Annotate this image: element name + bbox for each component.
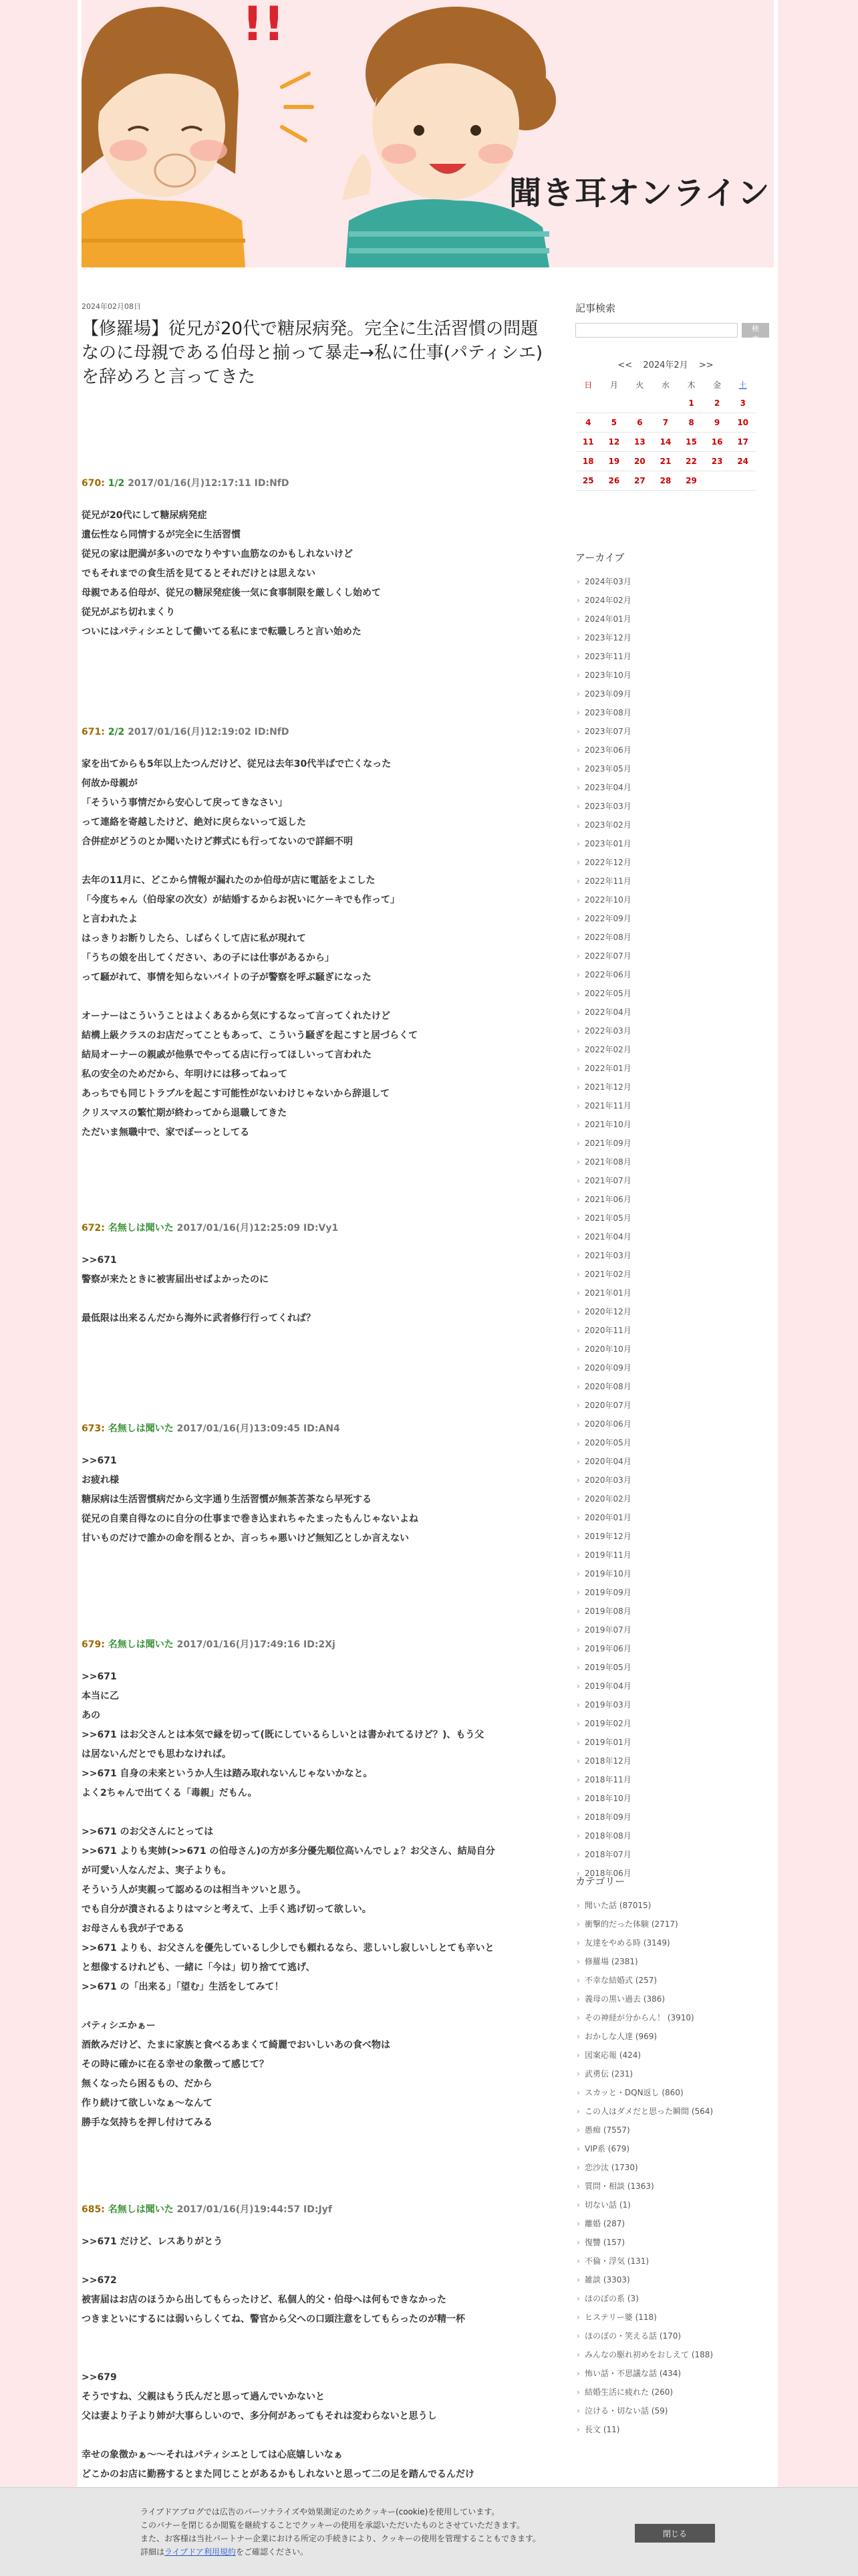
- calendar-day: [730, 471, 756, 491]
- response-line: [82, 1997, 543, 2016]
- calendar-day: [575, 394, 601, 413]
- response-line: [82, 1803, 543, 1823]
- category-link[interactable]: › VIP系 (679): [575, 2139, 769, 2158]
- response-line: 酒飲みだけど、たまに家族と食べるあまくて綺麗でおいしいあの食べ物は: [82, 2040, 390, 2051]
- article: [82, 301, 543, 389]
- response-line: と想像するけれども、一緒に「今は」切り捨てて逃げ、: [82, 1962, 315, 1973]
- archive-link[interactable]: › 2021年03月: [575, 1246, 769, 1265]
- calendar-day: [704, 471, 730, 491]
- calendar-day[interactable]: 14: [653, 433, 679, 452]
- category-link[interactable]: › 質問・相談 (1363): [575, 2177, 769, 2196]
- cookie-banner: [0, 2487, 858, 2576]
- calendar-weekday: 火: [635, 380, 644, 390]
- post-title[interactable]: 【修羅場】従兄が20代で糖尿病発。完全に生活習慣の問題なのに母親である伯母と揃って暴走→私に仕事(パティシエ)を辞めろと言ってきた: [82, 319, 543, 387]
- calendar-day[interactable]: 11: [575, 433, 601, 452]
- category-link[interactable]: › ほのぼの・笑える話 (170): [575, 2327, 769, 2345]
- response-line: あっちでも同じトラブルを起こす可能性がないわけじゃないから辞退して: [82, 1088, 390, 1099]
- response-line: 母親である伯母が、従兄の糖尿発症後一気に食事制限を厳しくし始めて: [82, 588, 381, 598]
- response-meta: 2017/01/16(月)19:44:57 ID:Jyf: [176, 2204, 332, 2215]
- response-line: 無くなったら困るもの、だから: [82, 2079, 212, 2089]
- archive-link[interactable]: › 2018年07月: [575, 1845, 769, 1864]
- response-line: が可愛い人なんだよ、実子よりも。: [82, 1865, 231, 1876]
- archive-link[interactable]: › 2019年06月: [575, 1639, 769, 1658]
- archive-section: [575, 550, 769, 1883]
- archive-link[interactable]: › 2022年03月: [575, 1022, 769, 1040]
- response-name[interactable]: 名無しは聞いた: [108, 1423, 174, 1434]
- calendar-day[interactable]: 5: [601, 413, 627, 433]
- archive-link[interactable]: › 2023年01月: [575, 834, 769, 853]
- response-name[interactable]: 2/2: [108, 727, 125, 737]
- response-meta: 2017/01/16(月)17:49:16 ID:2Xj: [176, 1639, 335, 1650]
- response-line: 家を出てからも5年以上たつんだけど、従兄は去年30代半ばで亡くなった: [82, 759, 392, 770]
- response-name[interactable]: 名無しは聞いた: [108, 1639, 174, 1650]
- response-line: と言われたよ: [82, 914, 138, 925]
- response-header: [82, 2203, 543, 2216]
- response-line: [82, 2349, 543, 2368]
- archive-link[interactable]: › 2021年05月: [575, 1209, 769, 1227]
- calendar-day[interactable]: 27: [627, 471, 653, 491]
- archive-link[interactable]: › 2018年08月: [575, 1827, 769, 1845]
- calendar-next-link[interactable]: >>: [698, 360, 714, 370]
- category-link[interactable]: › 義母の黒い過去 (386): [575, 1990, 769, 2008]
- response-line: 勝手な気持ちを押し付けてみる: [82, 2117, 212, 2128]
- calendar: [575, 356, 756, 491]
- category-link[interactable]: › 不幸な結婚式 (257): [575, 1971, 769, 1990]
- archive-link[interactable]: › 2023年06月: [575, 741, 769, 759]
- archive-link[interactable]: › 2023年03月: [575, 797, 769, 816]
- response-line: 幸せの象徴かぁ～～それはパティシエとしては心底嬉しいなぁ: [82, 2450, 343, 2460]
- category-link[interactable]: › 泣ける・切ない話 (59): [575, 2402, 769, 2420]
- response-line: 「今度ちゃん（伯母家の次女）が結婚するからお祝いにケーキでも作って」: [82, 895, 400, 905]
- archive-link[interactable]: › 2019年04月: [575, 1677, 769, 1695]
- archive-link[interactable]: › 2022年04月: [575, 1003, 769, 1022]
- archive-link[interactable]: › 2024年03月: [575, 572, 769, 591]
- archive-link[interactable]: › 2021年07月: [575, 1171, 769, 1190]
- calendar-day[interactable]: 8: [678, 413, 704, 433]
- response-line: はっきりお断りしたら、しばらくして店に私が現れて: [82, 933, 306, 944]
- response-line: って連絡を寄越したけど、絶対に戻らないって返した: [82, 817, 306, 828]
- calendar-day[interactable]: 15: [678, 433, 704, 452]
- calendar-weekday: 木: [687, 380, 696, 390]
- archive-link[interactable]: › 2021年04月: [575, 1227, 769, 1246]
- response-line: 「そういう事情だから安心して戻ってきなさい」: [82, 798, 287, 808]
- archive-link[interactable]: › 2020年12月: [575, 1302, 769, 1321]
- response-meta: 2017/01/16(月)13:09:45 ID:AN4: [176, 1423, 340, 1434]
- cookie-detail-prefix: 詳細は: [140, 2547, 165, 2557]
- calendar-week: [575, 452, 756, 471]
- archive-link[interactable]: › 2021年09月: [575, 1134, 769, 1153]
- archive-link[interactable]: › 2023年02月: [575, 816, 769, 834]
- response-header: [82, 477, 543, 490]
- calendar-day[interactable]: 23: [704, 452, 730, 471]
- response-line: でも自分が潰されるよりはマシと考えて、上手く逃げ切って欲しい。: [82, 1904, 372, 1915]
- archive-link[interactable]: › 2022年09月: [575, 909, 769, 928]
- response-line: [82, 2329, 543, 2349]
- archive-link[interactable]: › 2022年06月: [575, 965, 769, 984]
- category-list: [575, 1896, 769, 2439]
- response-line: >>671 の「出来る」「望む」生活をしてみて！: [82, 1982, 284, 1992]
- search-title: 記事検索: [575, 302, 616, 314]
- response-line: >>671 よりも実姉(>>671 の伯母さん)の方が多分優先順位高いんでしょ？お父さん、結局自分: [82, 1846, 495, 1857]
- response-number: 673:: [82, 1423, 105, 1434]
- category-link[interactable]: › 修羅場 (2381): [575, 1952, 769, 1971]
- category-section: [575, 1874, 769, 2439]
- category-link[interactable]: › 恋沙汰 (1730): [575, 2158, 769, 2177]
- left-woman-illustration: [82, 7, 245, 267]
- archive-link[interactable]: › 2021年06月: [575, 1190, 769, 1209]
- response-line: [82, 1290, 543, 1309]
- calendar-day[interactable]: 29: [678, 471, 704, 491]
- response-line: >>671 自身の未来というか人生は踏み取れないんじゃないかなと。: [82, 1768, 373, 1779]
- response-body: [82, 755, 543, 1143]
- archive-link[interactable]: › 2020年11月: [575, 1321, 769, 1340]
- archive-link[interactable]: › 2023年08月: [575, 703, 769, 722]
- archive-link[interactable]: › 2023年07月: [575, 722, 769, 741]
- calendar-week: [575, 433, 756, 452]
- archive-link[interactable]: › 2023年09月: [575, 685, 769, 703]
- category-link[interactable]: › その神経が分からん！ (3910): [575, 2008, 769, 2027]
- category-link[interactable]: › ほのぼの系 (3): [575, 2289, 769, 2308]
- category-link[interactable]: › 友達をやめる時 (3149): [575, 1934, 769, 1952]
- category-link[interactable]: › 衝撃的だった体験 (2717): [575, 1915, 769, 1934]
- response-number: 671:: [82, 727, 105, 737]
- response-line: 合併症がどうのとか聞いたけど葬式にも行ってないので詳細不明: [82, 836, 353, 847]
- calendar-month: 2024年2月: [643, 360, 688, 370]
- response-body: [82, 1451, 543, 1548]
- response-line: [82, 987, 543, 1007]
- calendar-week: [575, 394, 756, 413]
- archive-list: [575, 572, 769, 1883]
- response-line: [82, 2426, 543, 2446]
- calendar-day[interactable]: 6: [627, 413, 653, 433]
- archive-link[interactable]: › 2021年12月: [575, 1078, 769, 1096]
- response-body: [82, 506, 543, 642]
- cookie-detail-suffix: をご確認ください。: [235, 2547, 308, 2557]
- response-item: [82, 1638, 543, 2133]
- response-number: 670:: [82, 478, 105, 489]
- response-line: 最低限は出来るんだから海外に武者修行行ってくれば？: [82, 1313, 315, 1324]
- archive-link[interactable]: › 2018年06月: [575, 1864, 769, 1883]
- response-line: >>671 よりも、お父さんを優先しているし少しでも頼れるなら、悲しいし寂しいしとても辛いと: [82, 1943, 494, 1954]
- response-header: [82, 1422, 543, 1435]
- response-line: [82, 852, 543, 871]
- archive-link[interactable]: › 2020年05月: [575, 1433, 769, 1452]
- response-line: お疲れ様: [82, 1475, 119, 1486]
- archive-link[interactable]: › 2020年04月: [575, 1452, 769, 1471]
- archive-link[interactable]: › 2023年11月: [575, 647, 769, 666]
- response-name[interactable]: 名無しは聞いた: [108, 2204, 174, 2215]
- archive-link[interactable]: › 2024年02月: [575, 591, 769, 610]
- response-meta: 2017/01/16(月)12:19:02 ID:NfD: [128, 727, 289, 737]
- calendar-nav: [575, 356, 756, 375]
- response-line: 従兄の自業自得なのに自分の仕事まで巻き込まれちゃたまったもんじゃないよね: [82, 1514, 418, 1524]
- page-container: [78, 0, 778, 2575]
- response-item: [82, 1422, 543, 1548]
- archive-link[interactable]: › 2019年02月: [575, 1714, 769, 1733]
- calendar-day[interactable]: 13: [627, 433, 653, 452]
- calendar-day[interactable]: 20: [627, 452, 653, 471]
- calendar-day[interactable]: 10: [730, 413, 756, 433]
- response-header: [82, 1638, 543, 1651]
- archive-title: アーカイブ: [575, 552, 625, 564]
- calendar-weekday: 月: [609, 380, 618, 390]
- archive-link[interactable]: › 2020年03月: [575, 1471, 769, 1490]
- calendar-day: [627, 394, 653, 413]
- search-form: [575, 323, 769, 344]
- category-link[interactable]: › 復讐 (157): [575, 2233, 769, 2252]
- archive-link[interactable]: › 2020年06月: [575, 1415, 769, 1433]
- cookie-line: また、お客様は当社パートナー企業における所定の手続きにより、クッキーの使用を管理することもできます。: [140, 2534, 541, 2543]
- archive-link[interactable]: › 2019年03月: [575, 1695, 769, 1714]
- calendar-prev-link[interactable]: <<: [617, 360, 633, 370]
- archive-link[interactable]: › 2019年05月: [575, 1658, 769, 1677]
- response-line: 結構上級クラスのお店だってこともあって、こういう騒ぎを起こすと居づらくて: [82, 1030, 418, 1041]
- calendar-day[interactable]: 26: [601, 471, 627, 491]
- response-line: つきまといにするには弱いらしくてね、警官から父への口頭注意をしてもらったのが精一杯: [82, 2314, 465, 2325]
- response-line: オーナーはこういうことはよくあるから気にするなって言ってくれたけど: [82, 1011, 390, 1022]
- calendar-day[interactable]: 4: [575, 413, 601, 433]
- cookie-line: ライブドアブログでは広告のパーソナライズや効果測定のためクッキー(cookie)を使用しています。: [140, 2507, 500, 2516]
- archive-link[interactable]: › 2023年04月: [575, 778, 769, 797]
- archive-link[interactable]: › 2018年09月: [575, 1808, 769, 1827]
- archive-link[interactable]: › 2020年02月: [575, 1490, 769, 1508]
- response-body: [82, 1251, 543, 1328]
- archive-link[interactable]: › 2018年11月: [575, 1770, 769, 1789]
- response-header: [82, 725, 543, 739]
- category-link[interactable]: › スカッと・DQN返し (860): [575, 2083, 769, 2102]
- sidebar: [575, 301, 769, 2434]
- response-item: [82, 477, 543, 642]
- response-line: パティシエかぁー: [82, 2020, 156, 2031]
- category-link[interactable]: › ヒステリー婆 (118): [575, 2308, 769, 2327]
- calendar-weekday: 金: [713, 380, 722, 390]
- category-link[interactable]: › この人はダメだと思った瞬間 (564): [575, 2102, 769, 2121]
- response-line: 父は妻より子より姉が大事らしいので、多分何があってもそれは変わらないと思うし: [82, 2411, 437, 2422]
- response-line: 何故か母親が: [82, 778, 138, 789]
- category-title: カテゴリー: [575, 1875, 625, 1887]
- response-line: >>671: [82, 1671, 117, 1682]
- calendar-week: [575, 471, 756, 491]
- archive-link[interactable]: › 2022年10月: [575, 891, 769, 909]
- archive-link[interactable]: › 2022年08月: [575, 928, 769, 947]
- calendar-day[interactable]: 12: [601, 433, 627, 452]
- archive-link[interactable]: › 2022年01月: [575, 1059, 769, 1078]
- category-link[interactable]: › 結婚生活に疲れた (260): [575, 2383, 769, 2402]
- archive-link[interactable]: › 2019年08月: [575, 1602, 769, 1621]
- response-body: [82, 2232, 543, 2504]
- category-link[interactable]: › 図案応報 (424): [575, 2046, 769, 2065]
- terms-link[interactable]: ライブドア利用規約: [164, 2547, 236, 2557]
- response-item: [82, 725, 543, 1143]
- archive-link[interactable]: › 2019年07月: [575, 1621, 769, 1639]
- cookie-line: [140, 2545, 541, 2559]
- response-line: その時に確かに在る幸せの象徴って感じて？: [82, 2059, 269, 2070]
- cookie-text: [140, 2505, 541, 2559]
- archive-link[interactable]: › 2022年11月: [575, 872, 769, 891]
- calendar-day[interactable]: 3: [730, 394, 756, 413]
- calendar-day[interactable]: 25: [575, 471, 601, 491]
- archive-link[interactable]: › 2020年09月: [575, 1359, 769, 1377]
- response-body: [82, 1667, 543, 2133]
- archive-link[interactable]: › 2023年10月: [575, 666, 769, 685]
- response-line: >>671: [82, 1455, 117, 1466]
- archive-link[interactable]: › 2020年01月: [575, 1508, 769, 1527]
- archive-link[interactable]: › 2022年07月: [575, 947, 769, 965]
- response-name[interactable]: 名無しは聞いた: [108, 1223, 174, 1234]
- search-input[interactable]: [575, 323, 738, 338]
- response-line: お母さんも我が子である: [82, 1923, 184, 1934]
- category-link[interactable]: › 聞いた話 (87015): [575, 1896, 769, 1915]
- right-woman-illustration: [342, 7, 556, 267]
- category-link[interactable]: › 怖い話・不思議な話 (434): [575, 2364, 769, 2383]
- search-button[interactable]: 検索: [742, 323, 769, 338]
- archive-link[interactable]: › 2022年05月: [575, 984, 769, 1003]
- archive-link[interactable]: › 2021年02月: [575, 1265, 769, 1284]
- calendar-day[interactable]: 9: [704, 413, 730, 433]
- response-line: 被害届はお店のほうから出してもらったけど、私個人的父・伯母へは何もできなかった: [82, 2295, 446, 2305]
- response-line: 遺伝性なら同情するが完全に生活習慣: [82, 530, 241, 540]
- response-line: >>672: [82, 2275, 117, 2286]
- response-line: よく2ちゃんで出てくる「毒親」だもん。: [82, 1788, 257, 1798]
- response-line: は居ないんだとでも思わなければ。: [82, 1749, 231, 1760]
- archive-link[interactable]: › 2018年12月: [575, 1752, 769, 1770]
- response-line: 本当に乙: [82, 1691, 119, 1702]
- archive-link[interactable]: › 2021年08月: [575, 1153, 769, 1171]
- category-link[interactable]: › 長文 (11): [575, 2420, 769, 2439]
- response-line: そういう人が実親って認めるのは相当キツいと思う。: [82, 1885, 306, 1895]
- archive-link[interactable]: › 2019年10月: [575, 1564, 769, 1583]
- response-line: そうですね、父親はもう氏んだと思って過んでいかないと: [82, 2391, 325, 2402]
- site-title[interactable]: 聞き耳オンライン: [509, 174, 770, 212]
- archive-link[interactable]: › 2018年10月: [575, 1789, 769, 1808]
- calendar-day[interactable]: 16: [704, 433, 730, 452]
- calendar-day[interactable]: 18: [575, 452, 601, 471]
- archive-link[interactable]: › 2022年12月: [575, 853, 769, 872]
- archive-link[interactable]: › 2019年01月: [575, 1733, 769, 1752]
- calendar-day[interactable]: 7: [653, 413, 679, 433]
- response-line: 私の安全のためだから、年明けには移ってねって: [82, 1069, 287, 1080]
- calendar-weekday: 水: [661, 380, 670, 390]
- cookie-line: このバナーを閉じるか閲覧を継続することでクッキーの使用を承認いただいたものとさせていただきます。: [140, 2521, 525, 2530]
- archive-link[interactable]: › 2023年05月: [575, 759, 769, 778]
- response-line: ただいま無職中で、家でぼーっとしてる: [82, 1127, 250, 1138]
- archive-link[interactable]: › 2019年11月: [575, 1546, 769, 1564]
- category-link[interactable]: › 武勇伝 (231): [575, 2065, 769, 2083]
- response-line: どこかのお店に勤務するとまた同じことがあるかもしれないと思って二の足を踏んでるんだけ: [82, 2469, 474, 2480]
- archive-link[interactable]: › 2020年10月: [575, 1340, 769, 1359]
- archive-link[interactable]: › 2021年10月: [575, 1115, 769, 1134]
- response-item: [82, 2203, 543, 2504]
- archive-link[interactable]: › 2021年01月: [575, 1284, 769, 1302]
- archive-link[interactable]: › 2022年02月: [575, 1040, 769, 1059]
- response-meta: 2017/01/16(月)12:25:09 ID:Vy1: [176, 1223, 339, 1234]
- archive-link[interactable]: › 2019年09月: [575, 1583, 769, 1602]
- archive-link[interactable]: › 2021年11月: [575, 1096, 769, 1115]
- calendar-day[interactable]: 28: [653, 471, 679, 491]
- response-line: でもそれまでの食生活を見てるとそれだけとは思えない: [82, 568, 315, 579]
- header-banner[interactable]: [82, 0, 774, 267]
- response-line: 従兄がぶち切れまくり: [82, 607, 175, 618]
- response-line: [82, 2252, 543, 2271]
- response-line: 作り続けて欲しいなぁ～なんて: [82, 2098, 212, 2109]
- calendar-day[interactable]: 19: [601, 452, 627, 471]
- calendar-day[interactable]: 17: [730, 433, 756, 452]
- response-header: [82, 1221, 543, 1235]
- calendar-day[interactable]: 1: [678, 394, 704, 413]
- response-line: 去年の11月に、どこから情報が漏れたのか伯母が店に電話をよこした: [82, 875, 376, 886]
- banner-illustration: [82, 0, 774, 267]
- response-line: 従兄が20代にして糖尿病発症: [82, 510, 207, 521]
- response-line: クリスマスの繁忙期が終わってから退職してきた: [82, 1108, 287, 1119]
- response-line: 警察が来たときに被害届出せばよかったのに: [82, 1274, 269, 1285]
- response-line: 従兄の家は肥満が多いのでなりやすい血筋なのかもしれないけど: [82, 549, 353, 560]
- category-link[interactable]: › 不倫・浮気 (131): [575, 2252, 769, 2270]
- response-name[interactable]: 1/2: [108, 478, 125, 489]
- response-line: って騒がれて、事情を知らないバイトの子が警察を呼ぶ騒ぎになった: [82, 972, 372, 983]
- calendar-weekday[interactable]: 土: [738, 380, 747, 390]
- category-link[interactable]: › 愚痴 (7557): [575, 2121, 769, 2139]
- calendar-day[interactable]: 24: [730, 452, 756, 471]
- calendar-week: [575, 413, 756, 433]
- category-link[interactable]: › おかしな人達 (969): [575, 2027, 769, 2046]
- calendar-day: [601, 394, 627, 413]
- response-line: 糖尿病は生活習慣病だから文字通り生活習慣が無茶苦茶なら早死する: [82, 1494, 372, 1505]
- response-line: >>671 はお父さんとは本気で縁を切って(既にしているらしいとは書かれてるけど？)、もう父: [82, 1730, 484, 1740]
- category-link[interactable]: › 切ない話 (1): [575, 2196, 769, 2214]
- response-line: >>671 だけど、レスありがとう: [82, 2236, 223, 2247]
- response-line: あの: [82, 1710, 100, 1721]
- response-number: 679:: [82, 1639, 105, 1650]
- calendar-day[interactable]: 22: [678, 452, 704, 471]
- archive-link[interactable]: › 2020年08月: [575, 1377, 769, 1396]
- calendar-day: [653, 394, 679, 413]
- response-line: >>671: [82, 1255, 117, 1266]
- category-link[interactable]: › 離婚 (287): [575, 2214, 769, 2233]
- response-line: >>679: [82, 2372, 117, 2383]
- post-date: 2024年02月08日: [82, 302, 141, 311]
- archive-link[interactable]: › 2023年12月: [575, 628, 769, 647]
- response-number: 672:: [82, 1223, 105, 1234]
- category-link[interactable]: › みんなの駆れ初めをおしえて (188): [575, 2345, 769, 2364]
- response-number: 685:: [82, 2204, 105, 2215]
- cookie-close-button[interactable]: 閉じる: [635, 2524, 715, 2543]
- response-line: >>671 のお父さんにとっては: [82, 1827, 214, 1837]
- archive-link[interactable]: › 2019年12月: [575, 1527, 769, 1546]
- response-line: 結局オーナーの親戚が他県でやってる店に行ってほしいって言われた: [82, 1050, 372, 1060]
- exclamation-mark: !!: [242, 0, 285, 51]
- response-line: 甘いものだけで誰かの命を削るとか、言っちゃ悪いけど無知乙としか言えない: [82, 1533, 409, 1544]
- calendar-table: [575, 375, 756, 491]
- calendar-day[interactable]: 2: [704, 394, 730, 413]
- archive-link[interactable]: › 2024年01月: [575, 610, 769, 628]
- response-line: ついにはパティシエとして働いてる私にまで転職しろと言い始めた: [82, 626, 362, 637]
- archive-link[interactable]: › 2020年07月: [575, 1396, 769, 1415]
- response-meta: 2017/01/16(月)12:17:11 ID:NfD: [128, 478, 289, 489]
- calendar-day[interactable]: 21: [653, 452, 679, 471]
- response-line: 「うちの娘を出してください、あの子には仕事があるから」: [82, 953, 334, 963]
- category-link[interactable]: › 雑談 (3303): [575, 2270, 769, 2289]
- response-item: [82, 1221, 543, 1328]
- calendar-weekday: 日: [584, 380, 593, 390]
